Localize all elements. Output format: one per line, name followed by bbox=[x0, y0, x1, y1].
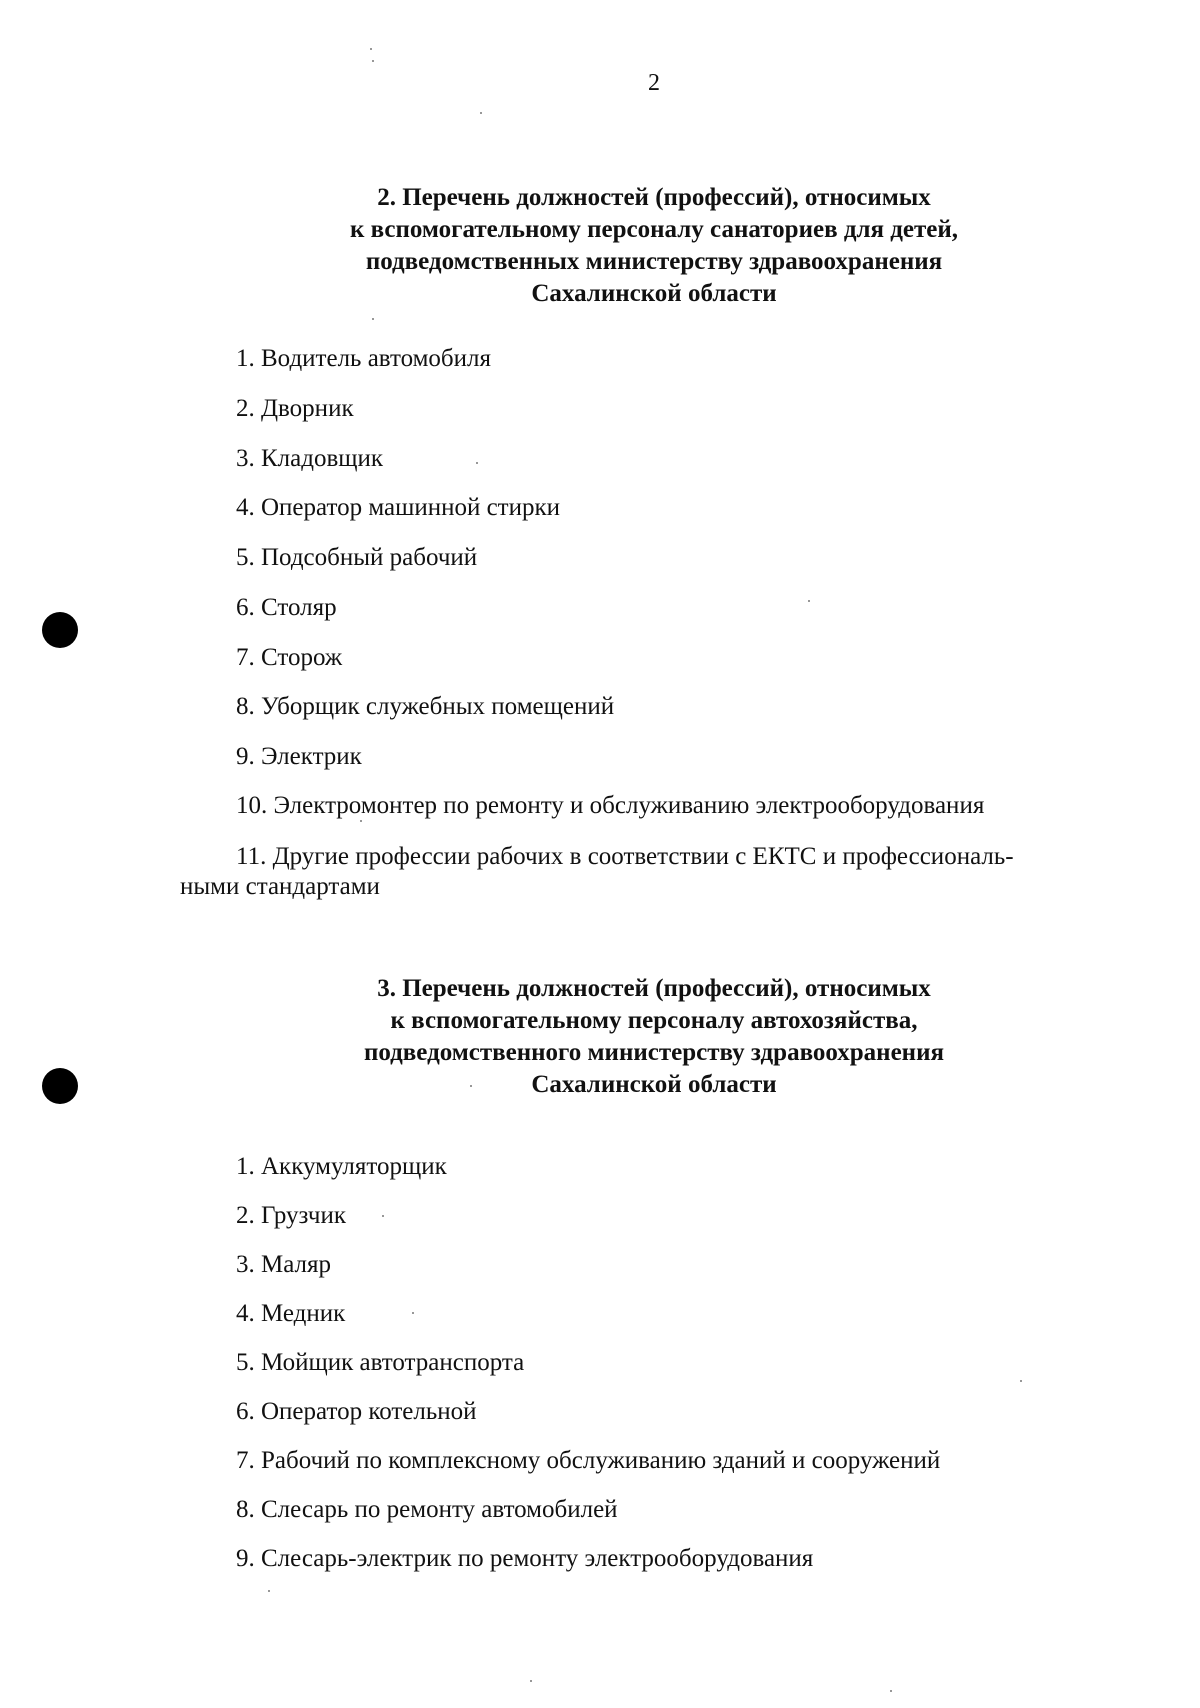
heading-line: Сахалинской области bbox=[531, 280, 777, 307]
list-item: 5. Подсобный рабочий bbox=[236, 544, 478, 571]
list-item-line: 11. Другие профессии рабочих в соответствии с ЕКТС и профессиональ- bbox=[236, 843, 1014, 870]
list-item: 8. Слесарь по ремонту автомобилей bbox=[236, 1496, 618, 1523]
punch-hole bbox=[42, 612, 78, 648]
list-item: 2. Грузчик bbox=[236, 1202, 347, 1229]
list-item: 7. Сторож bbox=[236, 644, 343, 671]
heading-line: подведомственного министерству здравоохранения bbox=[363, 1039, 945, 1066]
section-2-heading bbox=[0, 182, 1200, 310]
list-item: 3. Кладовщик bbox=[236, 445, 384, 472]
list-item: 6. Оператор котельной bbox=[236, 1398, 477, 1425]
list-item: 7. Рабочий по комплексному обслуживанию зданий и сооружений bbox=[236, 1447, 941, 1474]
heading-line: 2. Перечень должностей (профессий), относимых bbox=[377, 184, 931, 211]
list-item: 1. Аккумуляторщик bbox=[236, 1153, 447, 1180]
list-item: 8. Уборщик служебных помещений bbox=[236, 693, 615, 720]
list-item: 3. Маляр bbox=[236, 1251, 332, 1278]
list-item: 5. Мойщик автотранспорта bbox=[236, 1349, 525, 1376]
list-item: 1. Водитель автомобиля bbox=[236, 345, 491, 372]
list-item-wrapped bbox=[180, 842, 1131, 902]
section-3-heading bbox=[0, 973, 1200, 1101]
heading-line: к вспомогательному персоналу санаториев для детей, bbox=[349, 216, 959, 243]
list-item: 4. Оператор машинной стирки bbox=[236, 494, 561, 521]
heading-line: 3. Перечень должностей (профессий), относимых bbox=[377, 975, 931, 1002]
list-item: 6. Столяр bbox=[236, 594, 337, 621]
list-item: 9. Электрик bbox=[236, 743, 362, 770]
list-item: 2. Дворник bbox=[236, 395, 354, 422]
list-item-continuation: ными стандартами bbox=[180, 873, 380, 900]
list-item: 10. Электромонтер по ремонту и обслуживанию электрооборудования bbox=[236, 792, 985, 819]
heading-line: к вспомогательному персоналу автохозяйства, bbox=[390, 1007, 918, 1034]
list-item: 9. Слесарь-электрик по ремонту электрооборудования bbox=[236, 1545, 814, 1572]
page-number: 2 bbox=[648, 70, 660, 96]
heading-line: Сахалинской области bbox=[531, 1071, 777, 1098]
punch-hole bbox=[42, 1068, 78, 1104]
heading-line: подведомственных министерству здравоохранения bbox=[365, 248, 943, 275]
list-item: 4. Медник bbox=[236, 1300, 346, 1327]
